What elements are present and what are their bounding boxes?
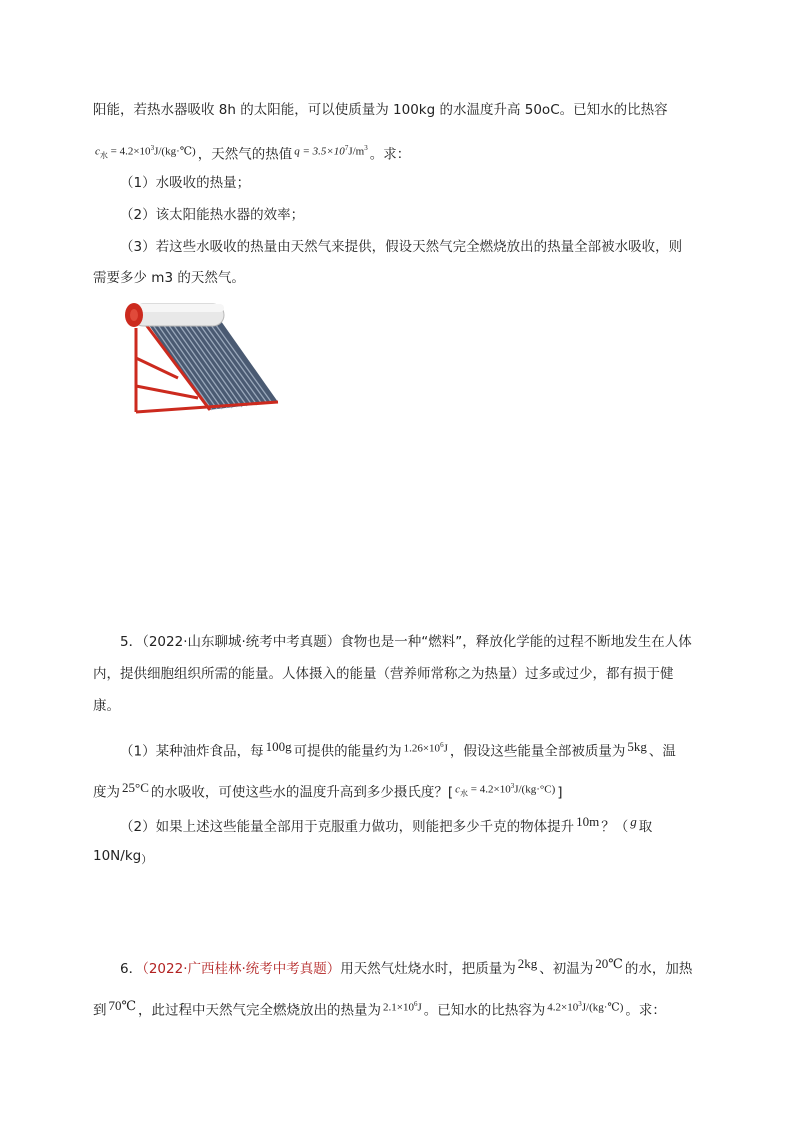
food-energy-formula: $1.26\times 10^6J$ (403, 741, 448, 755)
specific-heat-formula-2: $c_水 = 4.2\times 10^3J/(kg\cdot^\circ C)$ (455, 782, 556, 798)
heat-value-formula: $q = 3.5\times 10^7J/m^3$ (294, 144, 368, 158)
problem4-line1: 阳能，若热水器吸收 8h 的太阳能，可以使质量为 100kg 的水温度升高 50oC。已知水的比热容 (93, 102, 668, 118)
problem6-source: （2022·广西桂林·统考中考真题） (142, 961, 341, 977)
specific-heat-formula: $c_水$ = $4.2\times 10^3J/(kg\cdot℃)$ (95, 144, 196, 160)
water-specific-heat-formula: $4.2\times 10^3J/(kg\cdot℃)$ (547, 1000, 624, 1014)
problem5-q1-line2: 度为 25°C 的水吸收，可使这些水的温度升高到多少摄氏度？[ $c_水 = 4.2\times 10^3J/(kg\cdot^\circ C)$ ] (93, 776, 563, 804)
problem5-line1: 5．（2022·山东聊城·统考中考真题）食物也是一种“燃料”，释放化学能的过程不断地发生在人体 (120, 634, 692, 650)
solar-water-heater-image (118, 298, 280, 416)
problem5-q2-line2: $10N/kg_)$ (93, 848, 153, 866)
problem5-q2-line1: （2）如果上述这些能量全部用于克服重力做功，则能把多少千克的物体提升 10m ？（ g 取 (120, 814, 653, 835)
problem6-line1: 6．（2022·广西桂林·统考中考真题）用天然气灶烧水时，把质量为 2kg 、初温为 20℃ 的水，加热 (120, 956, 693, 977)
problem4-q2: （2）该太阳能热水器的效率； (120, 207, 305, 223)
problem4-q1: （1）水吸收的热量； (120, 175, 251, 191)
problem6-line2: 到 70℃ ，此过程中天然气完全燃烧放出的热量为 $2.1\times 10^6J$ 。已知水的比热容为 $4.2\times 10^3J/(kg\cdot℃)$ 。求： (93, 994, 666, 1021)
problem5-line3: 康。 (93, 698, 120, 714)
problem5-q1-line1: （1）某种油炸食品，每 100g 可提供的能量约为 $1.26\times 10^6J$ ，假设这些能量全部被质量为 5kg 、温 (120, 735, 676, 762)
gas-heat-formula: $2.1\times 10^6J$ (383, 1000, 422, 1014)
problem4-line2: $c_水$ = $4.2\times 10^3J/(kg\cdot℃)$ ，天然气的热值 $q = 3.5\times 10^7J/m^3$ 。求： (93, 138, 410, 166)
problem4-q3: （3）若这些水吸收的热量由天然气来提供，假设天然气完全燃烧放出的热量全部被水吸收，则 (120, 239, 683, 255)
problem5-line2: 内，提供细胞组织所需的能量。人体摄入的能量（营养师常称之为热量）过多或过少，都有损于健 (93, 666, 674, 682)
problem4-q3-cont: 需要多少 m3 的天然气。 (93, 270, 245, 286)
